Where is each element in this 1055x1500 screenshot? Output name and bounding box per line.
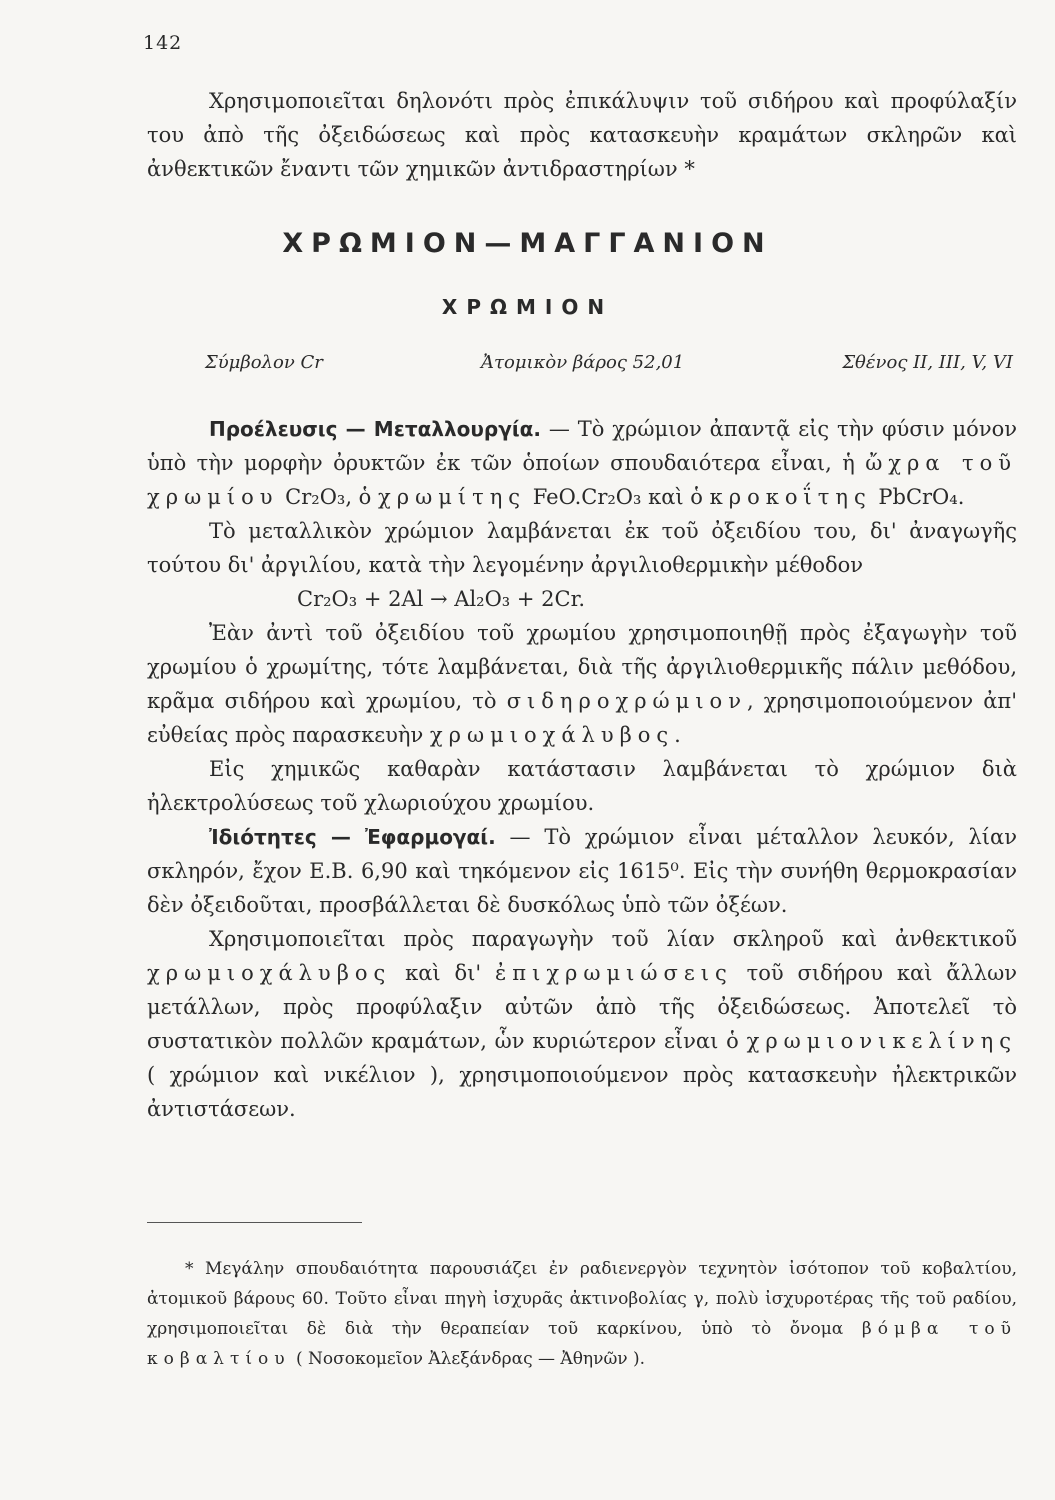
applications-text-d: ( χρώμιον καὶ νικέλιον ), χρησιμοποιούμενον πρὸς κατασκευὴν ἠλεκτρικῶν ἀντιστάσεων. [147, 1063, 1017, 1121]
origin-text-a: — Τὸ χρώμιον ἀπαντᾷ εἰς τὴν φύσιν μόνον ὑπὸ τὴν μορφὴν ὀρυκτῶν ἐκ τῶν ὁποίων σπουδαιότερα εἶναι, ἡ [147, 417, 1017, 475]
term-chromitis: χρωμίτης [378, 485, 527, 509]
symbol-label: Σύμβολον Cr [205, 352, 323, 373]
intro-paragraph [147, 84, 1017, 186]
term-sidirochromion: σιδηροχρώμιον [506, 689, 747, 713]
applications-paragraph [147, 922, 1017, 1126]
origin-text-b: Cr₂O₃, ὁ [278, 485, 379, 509]
origin-heading: Προέλευσις — Μεταλλουργία. [209, 417, 541, 441]
main-body [147, 412, 1017, 1126]
applications-text-a: Χρησιμοποιεῖται πρὸς παραγωγὴν τοῦ λίαν σκληροῦ καὶ ἀνθεκτικοῦ [209, 927, 1017, 951]
term-bomba: βόμβα τοῦ κοβαλτίου [147, 1319, 1017, 1369]
applications-text-c: τοῦ σιδήρου καὶ ἄλλων μετάλλων, πρὸς προφύλαξιν αὐτῶν ἀπὸ τῆς ὀξειδώσεως. Ἀποτελεῖ τὸ συστατικὸν πολλῶν κραμάτων, ὧν κυριώτερον εἶναι ὁ [147, 961, 1017, 1053]
element-properties [205, 352, 1013, 373]
ferrochrome-text-b: , χρησιμοποιούμενον ἀπ' εὐθείας πρὸς παρασκευὴν [147, 689, 1017, 747]
intro-text: Χρησιμοποιεῖται δηλονότι πρὸς ἐπικάλυψιν τοῦ σιδήρου καὶ προφύλαξίν του ἀπὸ τῆς ὀξειδώσεως καὶ πρὸς κατασκευὴν κραμάτων σκληρῶν καὶ ἀνθεκτικῶν ἔναντι τῶν χημικῶν ἀντιδραστηρίων * [147, 89, 1017, 181]
properties-paragraph [147, 820, 1017, 922]
page-number: 142 [143, 32, 183, 54]
origin-text-d: PbCrO₄. [871, 485, 965, 509]
section-title: ΧΡΩΜΙΟΝ [441, 295, 614, 319]
chapter-title: ΧΡΩΜΙΟΝ—ΜΑΓΓΑΝΙΟΝ [282, 228, 773, 259]
atomic-weight-label: Ἀτομικὸν βάρος 52,01 [481, 352, 685, 373]
term-chromionikelinis: χρωμιονικελίνης [746, 1029, 1017, 1053]
properties-heading: Ἰδιότητες — Ἐφαρμογαί. [209, 825, 496, 849]
term-epichromioseis: ἐπιχρωμιώσεις [495, 961, 733, 985]
term-ochra: ὤχρα τοῦ χρωμίου [147, 451, 1017, 509]
term-chromiochalyvos-2: χρωμιοχάλυβος [147, 961, 392, 985]
term-krokoitis: κροκοΐτης [709, 485, 872, 509]
properties-text: — Τὸ χρώμιον εἶναι μέταλλον λευκόν, λίαν σκληρόν, ἔχον Ε.Β. 6,90 καὶ τηκόμενον εἰς 1615⁰. Εἰς τὴν συνήθη θερμοκρασίαν δὲν ὀξειδοῦται, προσβάλλεται δὲ δυσκόλως ὑπὸ τῶν ὀξέων. [147, 825, 1017, 917]
footnote [147, 1254, 1017, 1374]
metallurgy-paragraph: Τὸ μεταλλικὸν χρώμιον λαμβάνεται ἐκ τοῦ ὀξειδίου του, δι' ἀναγωγῆς τούτου δι' ἀργιλίου, κατὰ τὴν λεγομένην ἀργιλιοθερμικὴν μέθοδον [147, 519, 1017, 577]
ferrochrome-text-c: . [674, 723, 681, 747]
ferrochrome-text-a: Ἐὰν ἀντὶ τοῦ ὀξειδίου τοῦ χρωμίου χρησιμοποιηθῇ πρὸς ἐξαγωγὴν τοῦ χρωμίου ὁ χρωμίτης, τότε λαμβάνεται, διὰ τῆς ἀργιλιοθερμικῆς πάλιν μεθόδου, κρᾶμα σιδήρου καὶ χρωμίου, τὸ [147, 621, 1017, 713]
origin-paragraph [147, 412, 1017, 514]
term-chromiochalyvos: χρωμιοχάλυβος [429, 723, 675, 747]
ferrochrome-paragraph [147, 616, 1017, 752]
electrolysis-paragraph: Εἰς χημικῶς καθαρὰν κατάστασιν λαμβάνεται τὸ χρώμιον διὰ ἠλεκτρολύσεως τοῦ χλωριούχου χρωμίου. [147, 757, 1017, 815]
footnote-divider [147, 1222, 362, 1223]
valence-label: Σθένος II, III, V, VI [842, 352, 1013, 373]
applications-text-b: καὶ δι' [391, 961, 496, 985]
reaction-formula: Cr₂O₃ + 2Al → Al₂O₃ + 2Cr. [297, 587, 586, 611]
footnote-text-b: ( Νοσοκομεῖον Ἀλεξάνδρας — Ἀθηνῶν ). [290, 1349, 646, 1369]
origin-text-c: FeO.Cr₂O₃ καὶ ὁ [526, 485, 710, 509]
footnote-text-a: * Μεγάλην σπουδαιότητα παρουσιάζει ἐν ραδιενεργὸν τεχνητὸν ἰσότοπον τοῦ κοβαλτίου, ἀτομικοῦ βάρους 60. Τοῦτο εἶναι πηγὴ ἰσχυρᾶς ἀκτινοβολίας γ, πολὺ ἰσχυροτέρας τῆς τοῦ ραδίου, χρησιμοποιεῖται δὲ διὰ τὴν θεραπείαν τοῦ καρκίνου, ὑπὸ τὸ ὄνομα [147, 1259, 1017, 1339]
